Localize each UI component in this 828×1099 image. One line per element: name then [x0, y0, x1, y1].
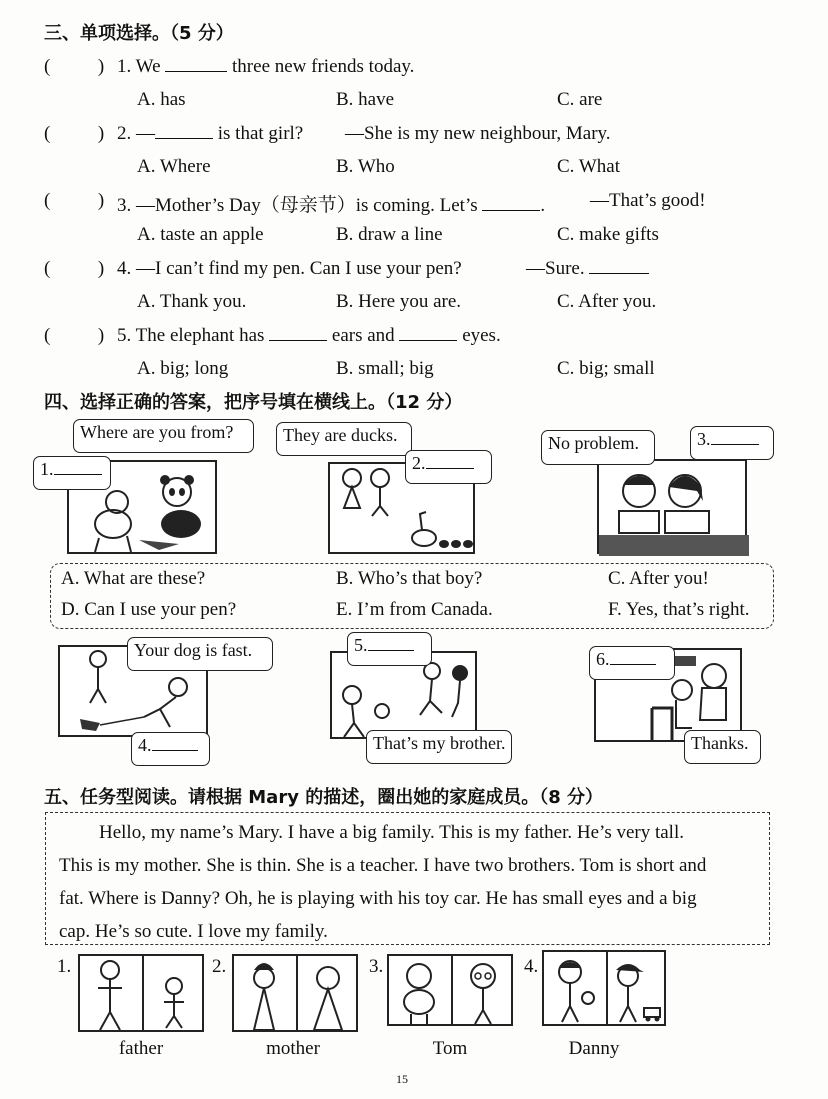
q5-blank-2[interactable] [399, 326, 457, 341]
q3-option-c[interactable]: C. make gifts [557, 224, 659, 245]
answer-bubble-4[interactable]: 4. [131, 732, 210, 766]
q5-option-c[interactable]: C. big; small [557, 358, 655, 379]
picture-3-frame [597, 459, 747, 554]
bubble-4: Your dog is fast. [127, 637, 273, 671]
member-4-pictures [542, 950, 666, 1026]
q3-blank[interactable] [482, 196, 540, 211]
member-4-label: Danny [568, 1038, 620, 1059]
q3-stem: 3. —Mother’s Day（母亲节）is coming. Let’s . [117, 195, 546, 216]
q2-stem: 2. — is that girl? [117, 123, 304, 144]
q3-option-a[interactable]: A. taste an apple [137, 224, 264, 245]
q4-option-c[interactable]: C. After you. [557, 291, 657, 312]
section3-heading: 三、单项选择。（5 分） [44, 23, 234, 44]
bubble-3: No problem. [541, 430, 655, 465]
section5-heading: 五、任务型阅读。请根据 Mary 的描述，圈出她的家庭成员。（8 分） [44, 787, 603, 808]
member-2-number: 2. [212, 956, 227, 977]
q4-stem: 4. —I can’t find my pen. Can I use your pen? [117, 258, 462, 279]
boys-playing-football-illustration [332, 653, 479, 741]
answer-bubble-1[interactable]: 1. [33, 456, 111, 490]
passage-line-2: This is my mother. She is thin. She is a teacher. I have two brothers. Tom is short and [59, 855, 707, 876]
member-4-number: 4. [524, 956, 539, 977]
q1-answer-bracket[interactable]: ( ) [44, 56, 105, 77]
q4-answer-bracket[interactable]: ( ) [44, 258, 105, 279]
q5-option-a[interactable]: A. big; long [137, 358, 229, 379]
q4-blank[interactable] [589, 259, 649, 274]
answer-bubble-5[interactable]: 5. [347, 632, 432, 666]
q4-reply: —Sure. [526, 258, 649, 280]
member-3-number: 3. [369, 956, 384, 977]
q2-option-c[interactable]: C. What [557, 156, 620, 177]
q2-option-b[interactable]: B. Who [336, 156, 395, 177]
member-1-number: 1. [57, 956, 72, 977]
bubble-5: That’s my brother. [366, 730, 512, 764]
passage-line-1: Hello, my name’s Mary. I have a big family. This is my father. He’s very tall. [99, 822, 684, 843]
children-reading-illustration [599, 461, 749, 556]
q1-option-a[interactable]: A. has [137, 89, 186, 110]
fat-boy-and-boy-with-glasses-icons [389, 956, 515, 1028]
s4-option-f[interactable]: F. Yes, that’s right. [608, 599, 750, 620]
bubble-2: They are ducks. [276, 422, 412, 456]
q2-blank[interactable] [155, 124, 213, 139]
passage-line-3: fat. Where is Danny? Oh, he is playing with his toy car. He has small eyes and a big [59, 888, 697, 909]
bubble-6: Thanks. [684, 730, 761, 764]
q1-option-c[interactable]: C. are [557, 89, 603, 110]
q4-option-a[interactable]: A. Thank you. [137, 291, 247, 312]
member-1-pictures [78, 954, 204, 1032]
answer-bubble-2[interactable]: 2. [405, 450, 492, 484]
member-1-label: father [118, 1038, 164, 1059]
member-2-pictures [232, 954, 358, 1032]
q5-option-b[interactable]: B. small; big [336, 358, 434, 379]
s4-option-b[interactable]: B. Who’s that boy? [336, 568, 483, 589]
q1-option-b[interactable]: B. have [336, 89, 395, 110]
q2-option-a[interactable]: A. Where [137, 156, 211, 177]
q3-option-b[interactable]: B. draw a line [336, 224, 443, 245]
member-2-label: mother [266, 1038, 320, 1059]
section4-heading: 四、选择正确的答案，把序号填在横线上。（12 分） [44, 392, 463, 413]
member-3-pictures [387, 954, 513, 1026]
s4-option-d[interactable]: D. Can I use your pen? [61, 599, 237, 620]
q4-option-b[interactable]: B. Here you are. [336, 291, 462, 312]
boy-with-ball-and-boy-with-cap-and-toy-car-icons [544, 952, 668, 1028]
q2-reply: —She is my new neighbour, Mary. [345, 123, 611, 144]
answer-bubble-3[interactable]: 3. [690, 426, 774, 460]
s4-option-e[interactable]: E. I’m from Canada. [336, 599, 493, 620]
tall-man-and-short-man-icons [80, 956, 206, 1034]
answer-bubble-6[interactable]: 6. [589, 646, 675, 680]
bubble-1: Where are you from? [73, 419, 254, 453]
member-3-label: Tom [432, 1038, 468, 1059]
q3-answer-bracket[interactable]: ( ) [44, 190, 105, 211]
thin-woman-and-older-woman-icons [234, 956, 360, 1034]
s4-option-c[interactable]: C. After you! [608, 568, 709, 589]
page-number: 15 [396, 1072, 408, 1086]
q5-blank-1[interactable] [269, 326, 327, 341]
passage-line-4: cap. He’s so cute. I love my family. [59, 921, 328, 942]
q1-blank[interactable] [165, 57, 227, 72]
q3-reply: —That’s good! [590, 190, 706, 211]
q2-answer-bracket[interactable]: ( ) [44, 123, 105, 144]
s4-option-a[interactable]: A. What are these? [61, 568, 206, 589]
q5-answer-bracket[interactable]: ( ) [44, 325, 105, 346]
q5-stem: 5. The elephant has ears and eyes. [117, 325, 501, 346]
q1-stem: 1. We three new friends today. [117, 56, 415, 77]
